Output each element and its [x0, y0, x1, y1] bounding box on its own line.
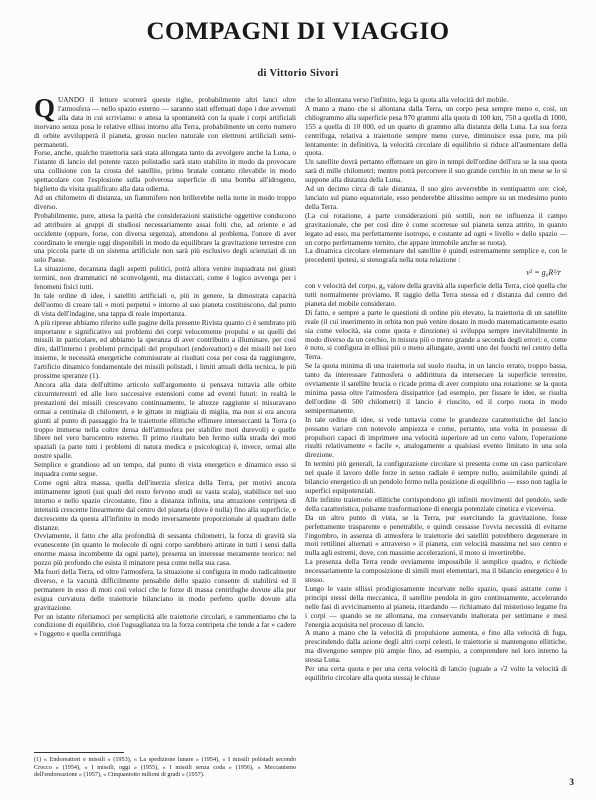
paragraph: Ovviamente, il fatto che alla profondità di sessanta chilometri, la forza di gravità sia evanescente (in quanto le molecole di ogni corpo sarebbero attirate in tutti i sensi dalla enorme massa incombente da ogni parte), presenta un interesse meramente teorico: nel pozzo più profondo che esista il minatore pesa come nella sua casa.	[34, 531, 296, 568]
paragraph: In tale ordine di idee, i satelliti artificiali o, più in genere, la dimostrata capacità dell'uomo di creare tali « moti perpetui » intorno al suo pianeta costituiscono, dal punto di vista dell'indagine, una tappa di reale importanza.	[34, 290, 296, 318]
paragraph: con v velocità del corpo, g₀ valore della gravità alla superficie della Terra, cioè quella che tutti normalmente proviamo, R raggio della Terra stessa ed r distanza dal centro del pianeta del mobile considerato.	[305, 281, 567, 308]
paragraph: In tale ordine di idee, si vede tuttavia come le grandezze caratteristiche del lancio possano variare con notevole ampiezza e come, pertanto, una volta in possesso di propulsori capaci di imprimere una velocità superiore ad un certo valore, l'operazione risulti relativamente « facile », analogamente a qualsiasi evento limitato in una sola direzione.	[305, 414, 567, 460]
paragraph: A più riprese abbiamo riferito sulle pagine della presente Rivista quanto ci è sembrato più importante e significativo sui problemi dei corpi velocemente propulsi e su quelli dei missili in particolare, ed abbiamo la speranza di aver contribuito a illuminare, per così dire, dall'interno i problemi principali del propulsori (endoreattori) e dei missili nel loro insieme, le necessità energetiche commisurate ai risultati cosa per cosa da raggiungere, l'artificio dinamico fondamentale dei missili polistadi, i limiti attuali della tecnica, le più prossime speranze (1).	[34, 317, 296, 381]
paragraph: La presenza della Terra rende ovviamente impossibile il semplice quadro, e richiede necessariamente la composizione di simili moti elementari, ma il bilancio energetico è lo stesso.	[305, 557, 567, 585]
paragraph: Ancora alla data dell'ultimo articolo sull'argomento si pensava tuttavia alle orbite circumterrestri ed alle loro successive estensioni come ad eventi futuri: in realtà le prestazioni dei missili crescevano continuamente, le altezze raggiunte si misuravano ormai a centinaia di chilometri, e le gittate in migliaia di miglia, ma non si era ancora giunti al punto di passaggio fra le traiettorie ellittiche effimere interseccanti la Terra (o troppo immerse nella coltre densa dell'atmosfera per stabilire moti durevoli) e quelle libere nel vero barocentro esterno. Il primo risultato ben fermo sulla strada dei moti spaziali (a parte tutti i problemi di natura medica e psicologica) è, invece, ormai alle nostre spalle.	[34, 380, 296, 461]
paragraph: Per una certa quota e per una certa velocità di lancio (uguale a √2 volte la velocità di equilibrio circolare alla quota stessa) le chiuse	[305, 664, 567, 682]
paragraph: Se la quota minima di una traiettoria sul suolo risulta, in un lancio errato, troppo bassa, tanto da interessare l'atmosfera o addirittura da intersecare la superficie terrestre, ovviamente il satellite brucia o ricade prima di aver compiuto una rotazione: se la quota minima passa oltre l'atmosfera dissipatrice (ad esempio, per fissare le idee, se risulta dell'ordine di 500 chilometri) il lancio è riuscito, ed il corpo ruota in modo semipermanente.	[305, 361, 567, 415]
right-column	[305, 96, 567, 752]
paragraph: Semplice e grandioso ad un tempo, dal punto di vista energetico e dinamico esso si inquadra come segue.	[34, 460, 296, 479]
page-number: 3	[569, 778, 574, 788]
paragraph: Ad un chilometro di distanza, un fiammifero non brillerebbe nella notte in modo troppo diverso.	[34, 192, 296, 211]
left-column	[34, 96, 296, 752]
paragraph: La situazione, decantata dagli aspetti politici, potrà allora venire inquadrata nei giusti termini, non drammatici nè sconvolgenti, ma distaccati, come è logico avvenga per i fenomeni fisici tutti.	[34, 264, 296, 292]
paragraph: A mano a mano che si allontana dalla Terra, un corpo pesa sempre meno e, così, un chilogrammo alla superficie pesa 970 grammi alla quota di 100 km, 750 a quella di 1000, 155 a quella di 10 000, ed un quarto di grammo alla distanza della Luna. La sua forza centrifuga, relativa a traiettorie sempre meno curve, diminuisce essa pure, ma più lentamente: in definitiva, la velocità circolare di equilibrio si riduce all'aumentare della quota.	[305, 103, 567, 158]
equation: v² = g₀R²/r	[526, 268, 561, 278]
paragraph: La dinamica circolare elementare del satellite è quindi estremamente semplice e, con le precedenti ipotesi, si stenografa nella nota relazione :	[305, 246, 567, 265]
paragraph: Ma fuori della Terra, ed oltre l'atmosfera, la situazione si configura in modo radicalmente diverso, e la vacuità difficilmente pensabile dello spazio consente di stabilirsi ed il permanere in esso di moti così veloci che le forze di massa centrifughe dovute alla pur esigua curvatura delle traiettorie bilanciano in modo perfetto quelle dovute alla gravitazione.	[34, 567, 296, 612]
paragraph: Per un istante riferiamoci per semplicità alle traiettorie circolari, e rammentiamo che la condizione di equilibrio, cioè l'uguaglianza tra la forza centripeta che tende a far « cadere » l'oggetto e quella centrifuga	[34, 611, 296, 639]
paragraph: che lo allontana verso l'infinito, lega la quota alla velocità del mobile.	[305, 96, 509, 104]
paragraph: UANDO il lettore scorrerà queste righe, probabilmente altri lanci oltre l'atmosfera — nello spazio esterno — saranno stati effettuati dopo i due avvenuti alla data in cui scriviamo: e attesa la spontaneità con la quale i corpi artificiali inorvano senza posa le relative ellissi intorno alla Terra, probabilmente un certo numero di orbite avvilupperà il pianeta, grosso nucleo naturale con elettroni artificiali semi-permanenti.	[34, 96, 296, 149]
paragraph: Ad un decimo circa di tale distanza, il suo giro avverrebbe in ventiquattro ore: cioè, lanciato sul piano equatoriale, esso penderebbe altissimo sempre su un medesimo punto della Terra.	[305, 184, 567, 211]
paragraph: Di fatto, e sempre a parte le questioni di ordine più elevato, la traiettoria di un satellite reale (il cui inserimento in orbita non può venire dosato in modo matematicamente esatto sia come velocità, sia come quota e direzione) si sviluppa sempre inevitabilmente in modo diverso da un cerchio, in misura più o meno grande a seconda degli errori: e, come è noto, si configura in ellissi più o meno allungate, aventi uno dei fuochi nel centro della Terra.	[305, 307, 567, 362]
paragraph: (La cui rotazione, a parte considerazioni più sottili, non ne influenza il campo gravitazionale, che per così dire è come scorresse sul pianeta senza attrito, in quanto legato ad esso, ma perfettamente isotropo, e costante ad ogni « livello » dello spazio — un corpo perfettamente tornito, che appare immobile anche se ruota).	[305, 210, 567, 247]
paragraph: Da un altro punto di vista, se la Terra, pur esercitando la gravitazione, fosse perfettamente trasparente e penetrabile, e quindi cessasse l'ovvia necessità di evitarne l'ingombro, in assenza di atmosfera le traiettorie dei satelliti potrebbero degenerare in moti rettilinei alternati « attraverso » il pianeta, con velocità massima nel suo centro e nulla agli estremi, dove, con massime accelerazioni, il moto si invertirebbe.	[305, 512, 567, 558]
footnote: (1) « Endoreattori e missili » (1953), « La spedizione lunare » (1954), « I missili polistadi secondo Crocco » (1954), « I missili, oggi » (1955), « I missili senza coda » (1956), « Meccanismo dell'endoreazione » (1957), « Cinquantotto milioni di gradi » (1957).	[34, 756, 296, 779]
paragraph: Forse, anche, qualche traiettoria sarà stata allungata tanto da avvolgere anche la Luna, o l'istante di lancio del potente razzo polistadio sarà stato stabilito in modo da provocare una collisione con la crosta del satellite, primo brutale contatto rilevabile in modo spettacolare con l'esplosione sulla polverosa superficie di una bomba all'idrogeno, biglietto da visita qualificato alla data odierna.	[34, 148, 296, 194]
paragraph: A mano a mano che la velocità di propulsione aumenta, e fino alla velocità di fuga, prescindendo dalla azione degli altri corpi celesti, le traiettorie si mantengono ellittiche, ma divengono sempre più ampie fino, ad esempio, a comprendere nel loro interno la stessa Luna.	[305, 628, 567, 665]
paragraph: Lungo le vaste ellissi prodigiosamente incurvate nello spazio, quasi astratte come i principi stessi della meccanica, il satellite pendola in giro continuamente, accelerando nelle fasi di avvicinamento al pianeta, ritardando — richiamato dal misterioso legame fra i corpi — quando se ne allontana, ma conservando inalterata per settimane e mesi l'energia acquisita nel processo di lancio.	[305, 583, 567, 629]
paragraph: In termini più generali, la configurazione circolare si presenta come un caso particolare nel quale il lavoro delle forze in senso radiale è sempre nullo, assimilabile quindi al bilancio energetico di un pendolo fermo nella posizione di equilibrio — esso non taglia le superfici equipotenziali.	[305, 459, 567, 495]
paragraph: Come ogni altra massa, quella dell'inerzia sferica della Terra, per motivi ancora intimamente ignoti (sui quali del resto fervono studi su vasta scala), stabilisce nel suo intorno e nello spazio circostante, fino a distanza infinita, una attrazione centripeta di intensità crescente linearmente dal centro del pianeta (dove è nulla) fino alla superficie, e decrescente da questa all'infinito in modo inversamente proporzionale al quadrato delle distanze.	[34, 477, 296, 532]
article-author: di Vittorio Sivori	[257, 68, 339, 79]
paragraph: Alle infinite traiettorie ellittiche corrispondono gli infiniti movimenti del pendolo, sede della caratteristica, pulsante trasformazione di energia potenziale cinetica e viceversa.	[305, 494, 567, 513]
footnote-divider	[34, 752, 124, 753]
paragraph: Un satellite dovrà pertanto effettuare un giro in tempi dell'ordine dell'ora se la sua quota sarà di mille chilometri; mentre potrà percorrere il suo grande cerchio in un mese se lo si suppone alla distanza della Luna.	[305, 157, 567, 185]
drop-cap: Q	[34, 96, 56, 123]
article-title: COMPAGNI DI VIAGGIO	[146, 18, 450, 45]
paragraph: Probabilmente, pure, attesa la parità che considerazioni statistiche oggettive conducono ad attribuire ai gruppi di studiosi necessariamente assai folti che, ad oriente e ad occidente (oppure, forse, con diversa urgenza), attendono al problema, l'onore di aver coordinato le energie oggi disponibili in modo da equilibrare la gravitazione terrestre con una piccola parte di un sistema artificiale non sarà più esclusivo degli scienziati di un solo Paese.	[34, 210, 296, 265]
